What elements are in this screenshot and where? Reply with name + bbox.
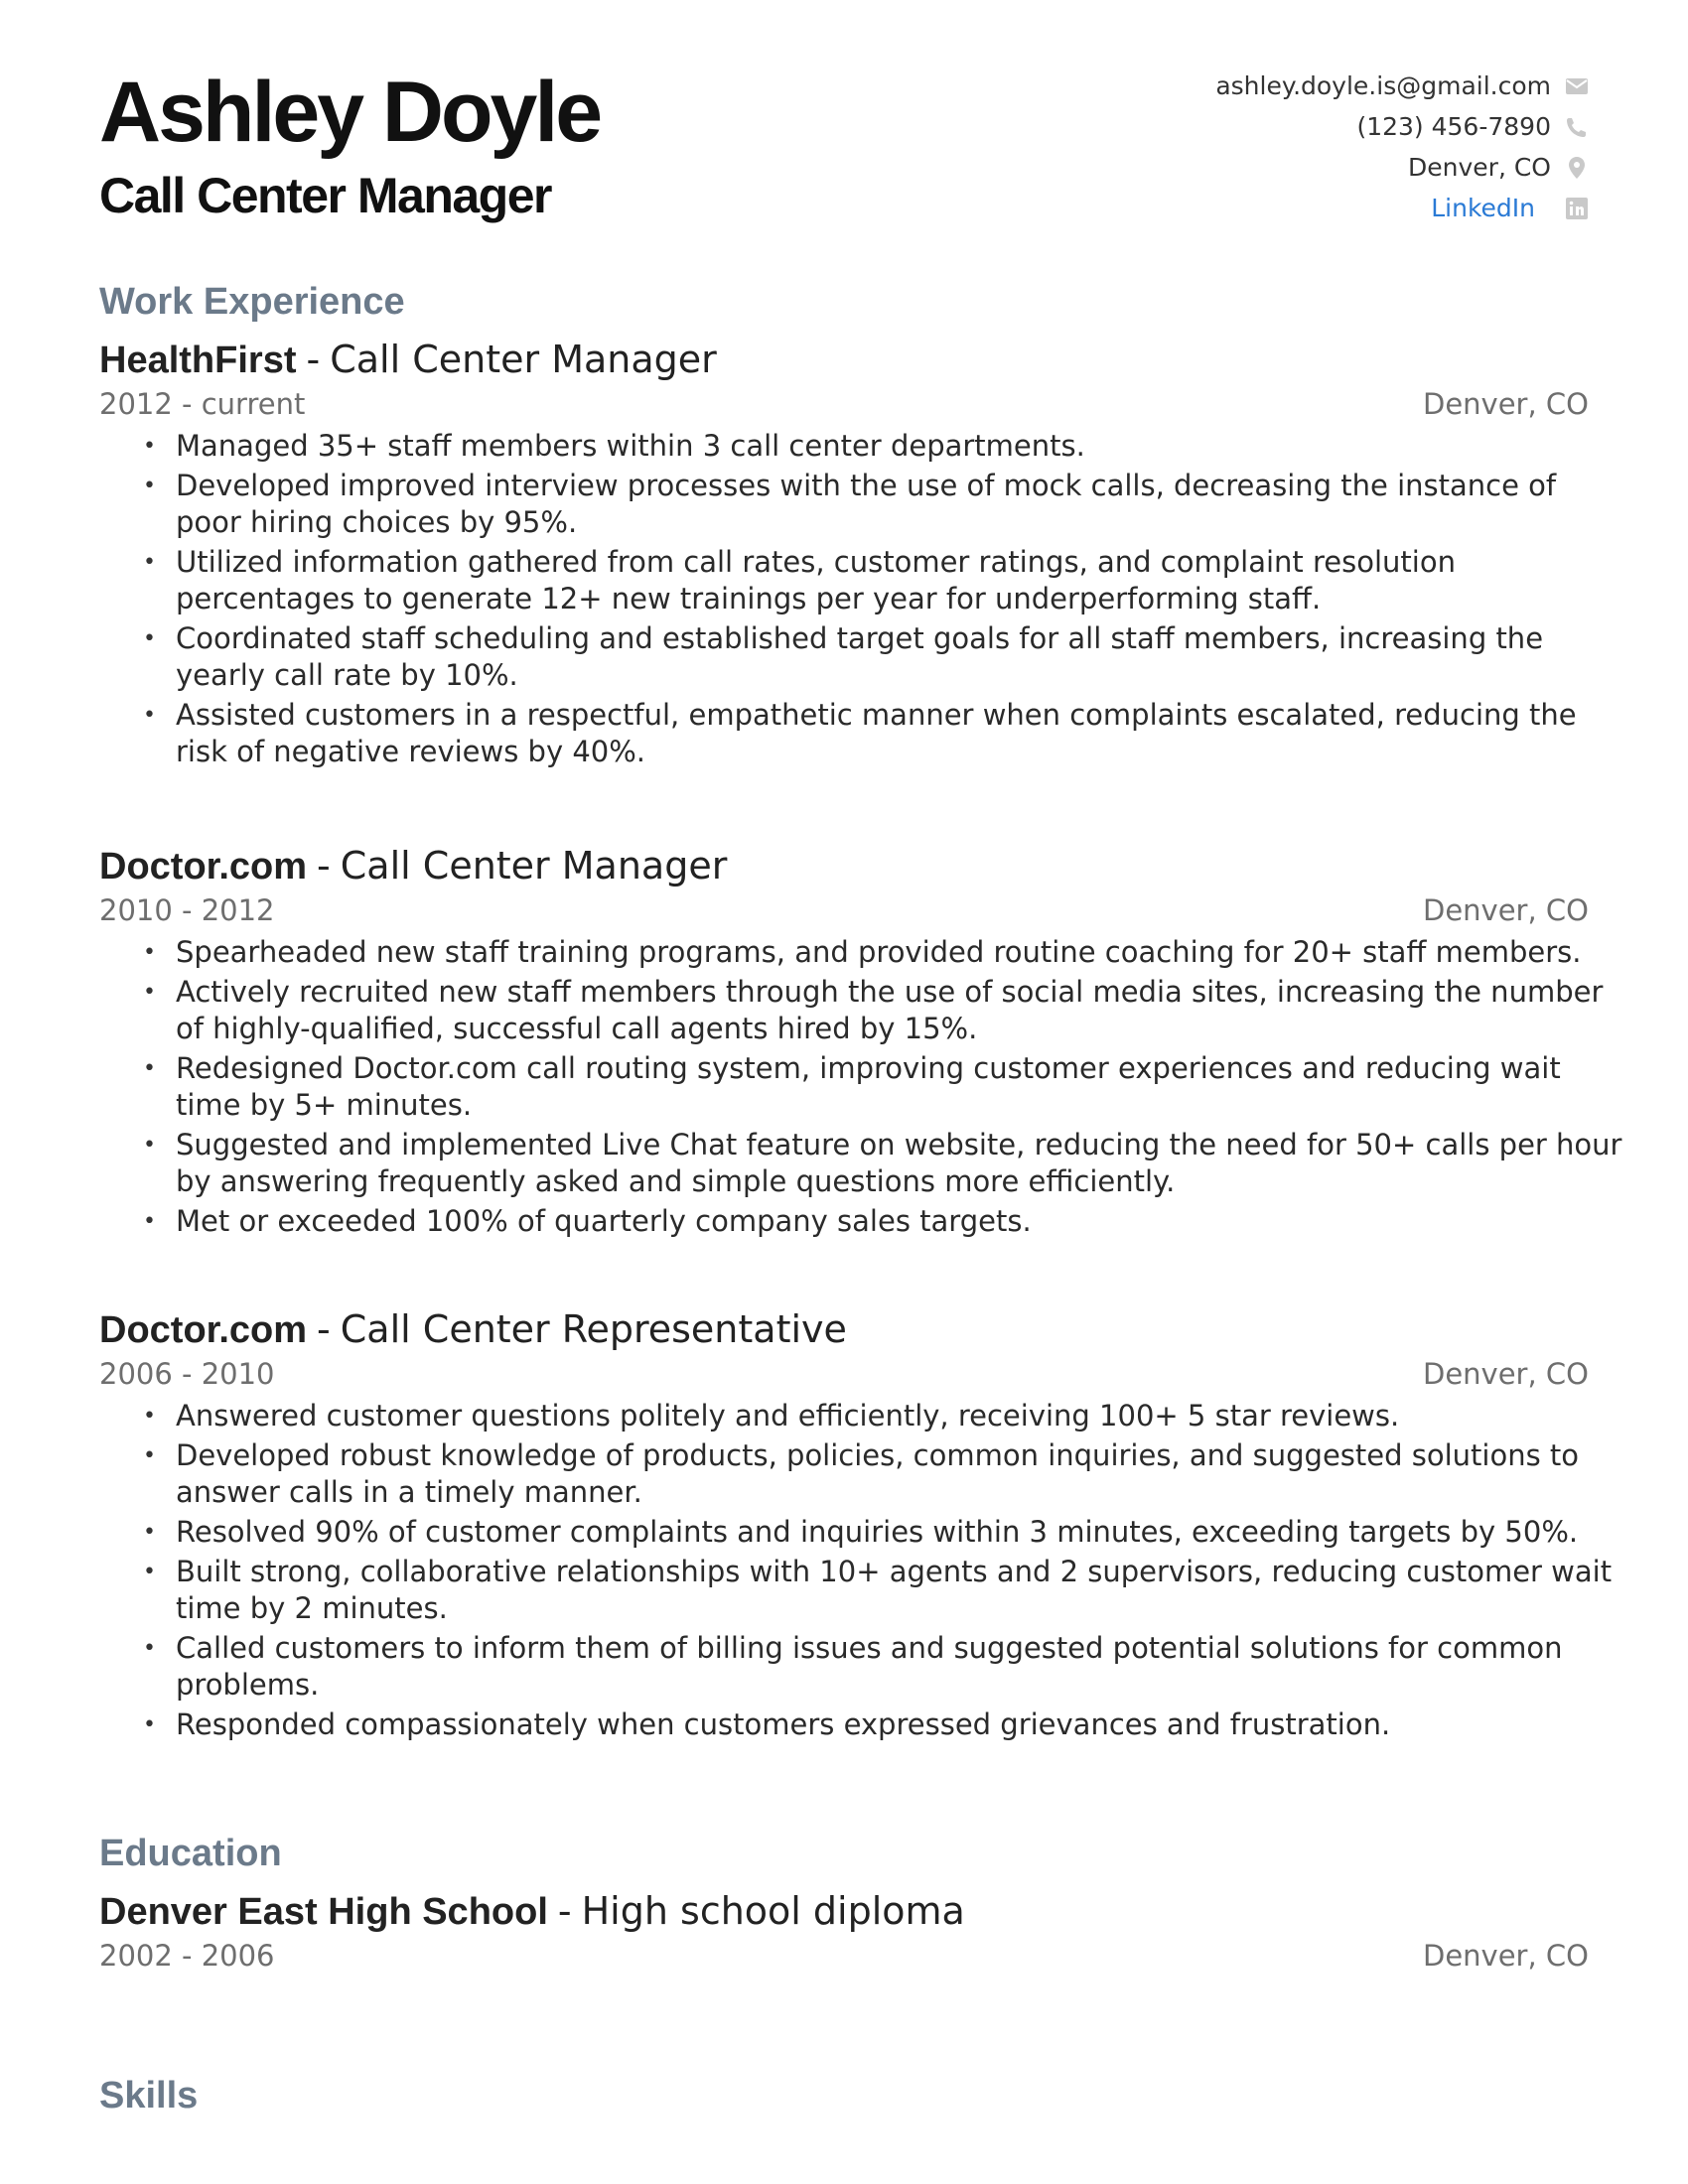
bullet-line: Coordinated staff scheduling and established target goals for all staff members, increasing the xyxy=(176,621,1544,655)
bullet-line: Called customers to inform them of billing issues and suggested potential solutions for common xyxy=(176,1631,1563,1665)
job-bullets xyxy=(99,934,1622,1240)
education-dates: 2002 - 2006 xyxy=(99,1939,275,1973)
bullet-line: Developed improved interview processes with the use of mock calls, decreasing the instance of xyxy=(176,469,1557,502)
job-dates: 2006 - 2010 xyxy=(99,1357,275,1391)
bullet-glyph: • xyxy=(143,474,156,498)
bullet-line: Developed robust knowledge of products, policies, common inquiries, and suggested solutions to xyxy=(176,1438,1580,1472)
bullet-glyph: • xyxy=(143,626,156,651)
bullet-line: Spearheaded new staff training programs, and provided routine coaching for 20+ staff members. xyxy=(176,935,1582,969)
contact-location: Denver, CO xyxy=(1408,153,1551,182)
list-item xyxy=(99,1514,1589,1551)
bullet-line: percentages to generate 12+ new trainings per year for underperforming staff. xyxy=(176,582,1322,615)
bullet-line: Built strong, collaborative relationships with 10+ agents and 2 supervisors, reducing customer wait xyxy=(176,1555,1613,1588)
bullet-line: answer calls in a timely manner. xyxy=(176,1475,642,1509)
bullet-line: time by 5+ minutes. xyxy=(176,1088,473,1122)
job-entry xyxy=(99,1307,1613,1746)
job-company: HealthFirst xyxy=(99,340,297,381)
education-heading-line xyxy=(99,1889,1589,1936)
bullet-glyph: • xyxy=(143,980,156,1005)
bullet-line: Utilized information gathered from call rates, customer ratings, and complaint resolution xyxy=(176,545,1456,579)
job-company: Doctor.com xyxy=(99,846,308,887)
job-role: Call Center Representative xyxy=(340,1307,847,1351)
list-item xyxy=(99,697,1589,770)
list-item xyxy=(99,1630,1589,1704)
job-bullets xyxy=(99,1398,1613,1743)
job-separator: - xyxy=(306,338,321,381)
list-item xyxy=(99,1050,1589,1124)
bullet-glyph: • xyxy=(143,434,156,459)
education-heading: Education xyxy=(99,1833,282,1874)
education-meta xyxy=(99,1936,1589,1976)
job-heading xyxy=(99,338,1589,384)
bullet-line: Responded compassionately when customers expressed grievances and frustration. xyxy=(176,1707,1391,1741)
candidate-title: Call Center Manager xyxy=(99,168,551,223)
bullet-glyph: • xyxy=(143,940,156,965)
bullet-line: Met or exceeded 100% of quarterly company sales targets. xyxy=(176,1204,1032,1238)
list-item xyxy=(99,1127,1622,1200)
job-bullets xyxy=(99,428,1589,770)
bullet-line: Resolved 90% of customer complaints and inquiries within 3 minutes, exceeding targets by 50%. xyxy=(176,1515,1579,1549)
list-item xyxy=(99,544,1589,617)
bullet-glyph: • xyxy=(143,1712,156,1737)
bullet-glyph: • xyxy=(143,1209,156,1234)
contact-phone[interactable]: (123) 456-7890 xyxy=(1356,112,1551,141)
list-item xyxy=(99,1554,1613,1627)
list-item xyxy=(99,428,1589,465)
bullet-glyph: • xyxy=(143,550,156,575)
linkedin-icon[interactable] xyxy=(1565,197,1589,220)
job-entry xyxy=(99,844,1622,1243)
education-degree: High school diploma xyxy=(581,1889,965,1933)
bullet-glyph: • xyxy=(143,1636,156,1661)
bullet-line: Redesigned Doctor.com call routing system, improving customer experiences and reducing wait xyxy=(176,1051,1561,1085)
list-item xyxy=(99,620,1589,694)
bullet-line: poor hiring choices by 95%. xyxy=(176,505,578,539)
contact-email[interactable]: ashley.doyle.is@gmail.com xyxy=(1215,71,1551,100)
bullet-line: Assisted customers in a respectful, empathetic manner when complaints escalated, reducing the xyxy=(176,698,1577,732)
bullet-line: risk of negative reviews by 40%. xyxy=(176,735,646,768)
education-separator: - xyxy=(557,1889,572,1933)
job-entry xyxy=(99,338,1589,773)
contact-email-row xyxy=(973,66,1589,106)
contact-phone-row xyxy=(973,106,1589,147)
job-role: Call Center Manager xyxy=(330,338,717,381)
education-location: Denver, CO xyxy=(1423,1939,1589,1973)
job-location: Denver, CO xyxy=(1423,1357,1589,1391)
bullet-line: Answered customer questions politely and efficiently, receiving 100+ 5 star reviews. xyxy=(176,1399,1400,1433)
list-item xyxy=(99,974,1604,1047)
job-location: Denver, CO xyxy=(1423,893,1589,927)
map-pin-icon xyxy=(1565,156,1589,180)
envelope-icon xyxy=(1565,74,1589,98)
bullet-glyph: • xyxy=(143,1404,156,1429)
bullet-line: by answering frequently asked and simple questions more efficiently. xyxy=(176,1164,1176,1198)
bullet-line: Suggested and implemented Live Chat feature on website, reducing the need for 50+ calls per hour xyxy=(176,1128,1622,1161)
bullet-line: Managed 35+ staff members within 3 call center departments. xyxy=(176,429,1085,463)
bullet-line: of highly-qualified, successful call agents hired by 15%. xyxy=(176,1012,978,1045)
list-item xyxy=(99,468,1589,541)
resume-page xyxy=(99,0,1622,2184)
education-entry xyxy=(99,1889,1589,1976)
job-dates: 2010 - 2012 xyxy=(99,893,275,927)
job-meta xyxy=(99,384,1589,424)
bullet-line: problems. xyxy=(176,1668,320,1702)
job-separator: - xyxy=(317,844,331,887)
list-item xyxy=(99,1437,1589,1511)
job-company: Doctor.com xyxy=(99,1309,308,1351)
work-experience-heading: Work Experience xyxy=(99,281,405,323)
job-role: Call Center Manager xyxy=(340,844,728,887)
list-item xyxy=(99,934,1589,971)
bullet-glyph: • xyxy=(143,1133,156,1158)
list-item xyxy=(99,1706,1589,1743)
bullet-glyph: • xyxy=(143,1560,156,1584)
contact-block xyxy=(973,66,1589,228)
list-item xyxy=(99,1203,1589,1240)
bullet-glyph: • xyxy=(143,1443,156,1468)
job-separator: - xyxy=(317,1307,331,1351)
bullet-line: Actively recruited new staff members through the use of social media sites, increasing the number xyxy=(176,975,1604,1009)
job-meta xyxy=(99,1354,1589,1394)
job-heading xyxy=(99,1307,1589,1354)
bullet-line: yearly call rate by 10%. xyxy=(176,658,518,692)
job-dates: 2012 - current xyxy=(99,387,306,421)
candidate-name: Ashley Doyle xyxy=(99,65,601,160)
bullet-glyph: • xyxy=(143,703,156,728)
bullet-line: time by 2 minutes. xyxy=(176,1591,448,1625)
education-school: Denver East High School xyxy=(99,1891,548,1933)
bullet-glyph: • xyxy=(143,1520,156,1545)
job-heading xyxy=(99,844,1589,890)
linkedin-link[interactable]: LinkedIn xyxy=(1431,194,1535,222)
skills-heading: Skills xyxy=(99,2075,199,2116)
bullet-glyph: • xyxy=(143,1056,156,1081)
list-item xyxy=(99,1398,1589,1434)
contact-linkedin-row xyxy=(973,188,1589,228)
phone-icon xyxy=(1565,115,1589,139)
job-location: Denver, CO xyxy=(1423,387,1589,421)
contact-location-row xyxy=(973,147,1589,188)
job-meta xyxy=(99,890,1589,930)
